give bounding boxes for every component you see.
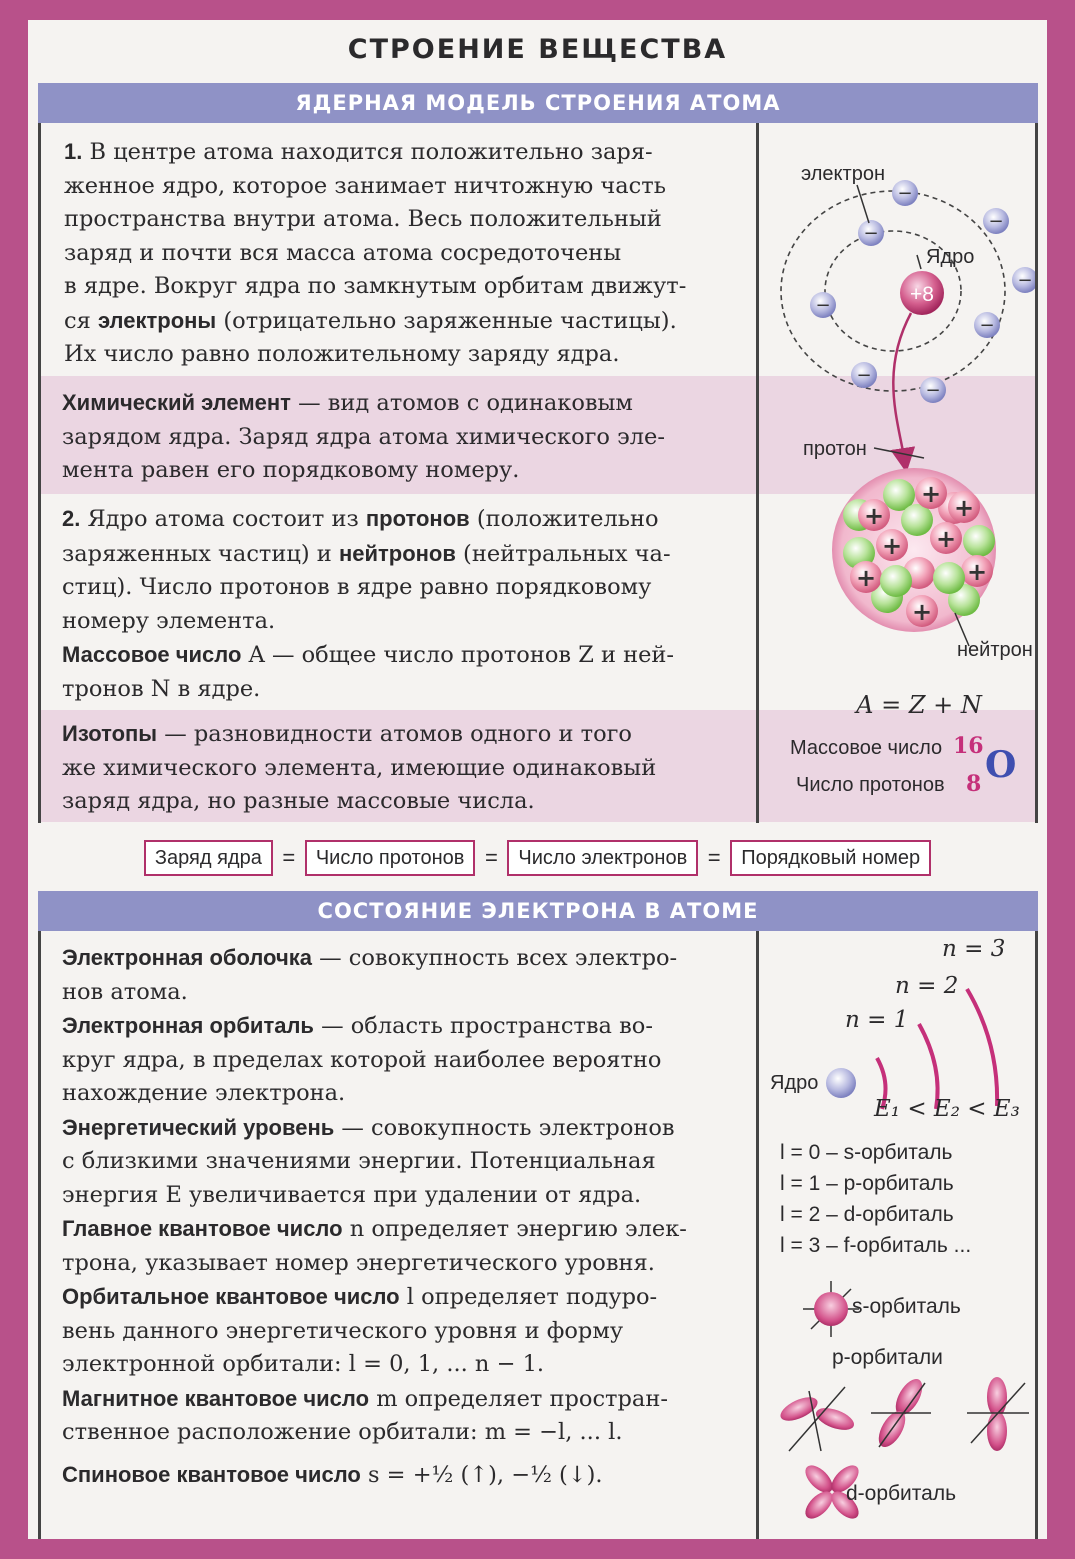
d-orbital-label: d-орбиталь	[846, 1482, 957, 1505]
page-title: СТРОЕНИЕ ВЕЩЕСТВА	[347, 34, 728, 65]
svg-text:+: +	[863, 502, 885, 530]
proton-count-label: Число протонов	[796, 774, 945, 796]
svg-text:−: −	[1017, 270, 1033, 291]
svg-text:−: −	[815, 295, 831, 316]
equals-sign: =	[707, 845, 721, 870]
atom-model-diagram	[759, 123, 1035, 713]
p1-line: заряд и почти вся масса атома сосредоточены	[64, 239, 622, 266]
text-line: нахождение электрона.	[62, 1080, 346, 1106]
nucleus-label: Ядро	[770, 1072, 819, 1094]
level-2-label: n = 2	[895, 973, 959, 999]
text-line: m определяет простран-	[376, 1385, 668, 1412]
frame-left-2	[38, 931, 41, 1539]
shell-term: Электронная оболочка	[62, 945, 312, 970]
charge-box: Заряд ядра	[144, 840, 273, 876]
definition-line: же химического элемента, имеющие одинаковый	[62, 754, 657, 781]
svg-text:−: −	[925, 380, 941, 401]
p2-line: (положительно	[476, 506, 659, 532]
l0-label: l = 0 – s-орбиталь	[780, 1141, 953, 1164]
mass-formula: A = Z + N	[856, 691, 982, 713]
svg-text:+: +	[966, 558, 988, 586]
level-term: Энергетический уровень	[62, 1114, 335, 1140]
p1-line: (отрицательно заряженные частицы).	[223, 307, 677, 334]
p1-line: ся	[64, 307, 91, 334]
p1-number: 1.	[64, 139, 83, 164]
ordinal-box: Порядковый номер	[730, 840, 931, 876]
orbital-number-term: Орбитальное квантовое число	[62, 1284, 400, 1309]
electron-label: электрон	[801, 163, 885, 185]
p2-line: (нейтральных ча-	[463, 540, 671, 567]
isotopes-definition	[62, 717, 736, 819]
p2-line: заряженных частиц) и	[62, 540, 332, 567]
p1-line: женное ядро, которое занимает ничтожную часть	[64, 172, 666, 199]
paragraph-2	[62, 502, 736, 706]
text-line: ственное расположение орбитали: m = −l, ... l.	[62, 1419, 623, 1445]
p2-line: стиц). Число протонов в ядре равно порядковому	[62, 574, 652, 600]
section2-text	[62, 941, 736, 1492]
mass-number-value: 16	[953, 733, 984, 759]
equals-sign: =	[282, 845, 296, 870]
text-line: с близкими значениями энергии. Потенциальная	[62, 1148, 656, 1174]
svg-text:+: +	[855, 564, 877, 592]
l1-label: l = 1 – p-орбиталь	[780, 1172, 954, 1195]
level-3-label: n = 3	[942, 936, 1006, 962]
poster-sheet	[28, 20, 1047, 1539]
magnetic-number-term: Магнитное квантовое число	[62, 1385, 370, 1411]
frame-right	[1035, 123, 1038, 823]
text-line: электронной орбитали: l = 0, 1, ... n − 1.	[62, 1351, 545, 1377]
p-orbitals-icon	[777, 1375, 1029, 1452]
level-1-label: n = 1	[845, 1007, 909, 1033]
p2-line: Ядро атома состоит из	[87, 506, 359, 532]
p1-line: в ядре. Вокруг ядра по замкнутым орбитам движут-	[64, 273, 687, 299]
s-orbital-icon	[803, 1281, 859, 1337]
svg-text:−: −	[979, 315, 995, 336]
svg-text:−: −	[897, 183, 913, 204]
chemical-element-definition	[62, 386, 736, 488]
protons-box: Число протонов	[305, 840, 476, 876]
svg-text:+: +	[953, 494, 975, 522]
text-line: l определяет подуро-	[406, 1284, 658, 1310]
text-line: круг ядра, в пределах которой наиболее вероятно	[62, 1046, 662, 1073]
text-line: вень данного энергетического уровня и форму	[62, 1317, 624, 1344]
text-line: — совокупность электронов	[341, 1114, 675, 1141]
proton-label: протон	[803, 438, 867, 460]
frame-left	[38, 123, 41, 823]
protons-term: протонов	[365, 506, 470, 531]
p2-line: A — общее число протонов Z и ней-	[248, 642, 675, 668]
mass-number-term: Массовое число	[62, 642, 242, 667]
text-line: трона, указывает номер энергетического уровня.	[62, 1249, 655, 1276]
neutron-label: нейтрон	[957, 639, 1033, 661]
text-line: n определяет энергию элек-	[349, 1216, 687, 1242]
paragraph-1	[64, 135, 736, 372]
l3-label: l = 3 – f-орбиталь ...	[780, 1234, 972, 1257]
proton-count-value: 8	[966, 771, 982, 797]
p1-line: пространства внутри атома. Весь положительный	[64, 206, 662, 232]
svg-text:−: −	[863, 223, 879, 244]
definition-line: зарядом ядра. Заряд ядра атома химического эле-	[62, 423, 665, 450]
level-3-arc	[967, 989, 997, 1106]
p2-line: тронов N в ядре.	[62, 675, 261, 702]
definition-line: мента равен его порядковому номеру.	[62, 457, 520, 483]
p1-line: В центре атома находится положительно заря-	[89, 139, 653, 165]
definition-line: — разновидности атомов одного и того	[164, 721, 632, 747]
nucleus-label: Ядро	[926, 246, 975, 268]
svg-text:+: +	[911, 598, 933, 626]
definition-line: заряд ядра, но разные массовые числа.	[62, 788, 535, 814]
element-symbol: O	[985, 744, 1017, 786]
svg-text:+: +	[881, 532, 903, 560]
nucleus-icon	[826, 1068, 856, 1098]
electrons-box: Число электронов	[507, 840, 698, 876]
section-header-electron-state: СОСТОЯНИЕ ЭЛЕКТРОНА В АТОМЕ	[38, 891, 1038, 931]
text-line: энергия E увеличивается при удалении от ядра.	[62, 1181, 642, 1208]
text-line: нов атома.	[62, 978, 188, 1005]
p1-line: Их число равно положительному заряду ядра.	[64, 341, 620, 367]
frame-right-2	[1035, 931, 1038, 1539]
l2-label: l = 2 – d-орбиталь	[780, 1203, 954, 1226]
p-orbitals-label: p-орбитали	[832, 1346, 943, 1369]
equality-row	[28, 838, 1047, 878]
p2-number: 2.	[62, 506, 81, 531]
chemical-element-term: Химический элемент	[62, 390, 291, 415]
svg-text:−: −	[988, 211, 1004, 232]
isotopes-term: Изотопы	[62, 721, 158, 746]
text-line: — совокупность всех электро-	[319, 945, 678, 971]
definition-line: — вид атомов с одинаковым	[298, 390, 633, 416]
equals-sign: =	[484, 845, 498, 870]
svg-text:−: −	[856, 365, 872, 386]
spin-number-term: Спиновое квантовое число	[62, 1461, 361, 1487]
outer-orbit	[781, 191, 1005, 391]
nucleus-charge: +8	[910, 283, 934, 306]
s-orbital-label: s-орбиталь	[852, 1295, 961, 1318]
energy-relation: E₁ < E₂ < E₃	[874, 1096, 1020, 1122]
electrons-term: электроны	[97, 307, 217, 333]
svg-text:+: +	[935, 525, 957, 553]
principal-number-term: Главное квантовое число	[62, 1216, 343, 1241]
spin-formula: s = +½ (↑), −½ (↓).	[367, 1461, 603, 1488]
section-header-nuclear-model: ЯДЕРНАЯ МОДЕЛЬ СТРОЕНИЯ АТОМА	[38, 83, 1038, 123]
svg-text:+: +	[920, 480, 942, 508]
p2-line: номеру элемента.	[62, 607, 276, 634]
text-line: — область пространства во-	[321, 1013, 653, 1039]
mass-number-label: Массовое число	[790, 737, 943, 759]
neutrons-term: нейтронов	[338, 540, 456, 566]
orbital-term: Электронная орбиталь	[62, 1013, 314, 1038]
